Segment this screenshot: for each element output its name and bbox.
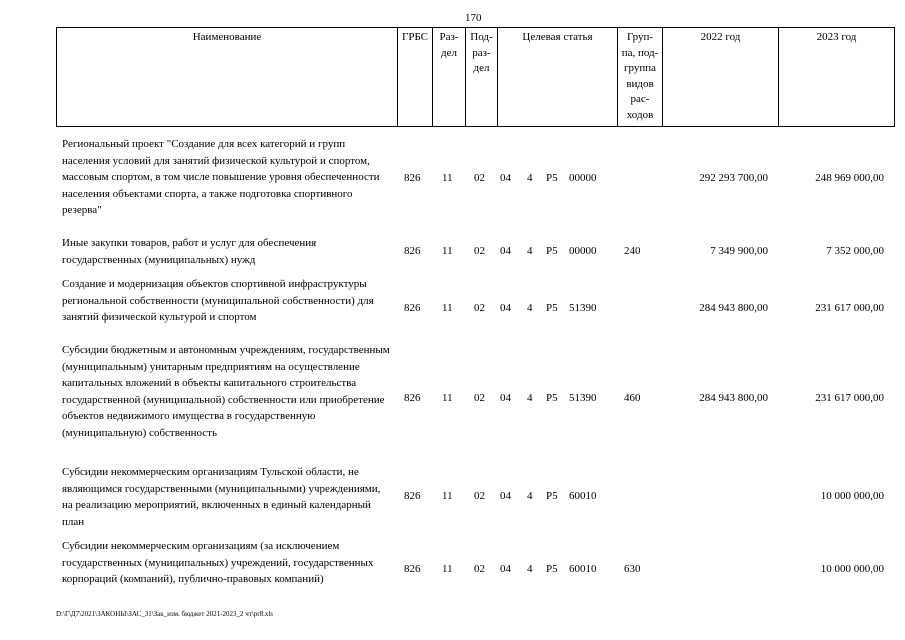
row-name: Региональный проект "Создание для всех категорий и групп населения условий для занятий физической культурой и спортом, массовым спортом, в том числе повышение уровня обеспеченности населения объектами спорта, а также подготовка спортивного резерва" <box>62 138 380 216</box>
row-target-2: 4 <box>527 490 533 502</box>
header-grbs: ГРБС <box>397 28 432 126</box>
row-podrazdel: 02 <box>474 172 485 184</box>
row-target-1: 04 <box>500 245 511 257</box>
row-target-2: 4 <box>527 245 533 257</box>
row-target-1: 04 <box>500 563 511 575</box>
table-row <box>56 342 895 460</box>
row-2023: 10 000 000,00 <box>820 563 884 575</box>
row-grbs: 826 <box>404 392 421 404</box>
row-target-3: P5 <box>546 563 558 575</box>
row-target-2: 4 <box>527 392 533 404</box>
row-grbs: 826 <box>404 245 421 257</box>
header-podrazdel-line: раз- <box>472 46 491 59</box>
row-grbs: 826 <box>404 172 421 184</box>
row-2022: 284 943 800,00 <box>699 392 768 404</box>
row-target-2: 4 <box>527 563 533 575</box>
row-podrazdel: 02 <box>474 302 485 314</box>
file-path-footer: D:\Г\Д7\2021\ЗАКОНЫ\ЗАС_31\Зак_изм. бюджет 2021-2023_2 чт\pr8.xls <box>56 610 274 618</box>
header-podrazdel-line: дел <box>473 62 490 74</box>
header-razdel <box>432 28 465 126</box>
header-podrazdel-line: Под- <box>470 31 493 43</box>
table-row <box>56 276 895 344</box>
row-2023: 231 617 000,00 <box>815 302 884 314</box>
header-razdel-line: Раз- <box>439 31 459 43</box>
row-2023: 248 969 000,00 <box>815 172 884 184</box>
row-grbs: 826 <box>404 563 421 575</box>
row-razdel: 11 <box>442 392 453 404</box>
row-2022: 292 293 700,00 <box>699 172 768 184</box>
row-razdel: 11 <box>442 563 453 575</box>
row-podrazdel: 02 <box>474 245 485 257</box>
row-group: 630 <box>624 563 641 575</box>
row-target-1: 04 <box>500 392 511 404</box>
row-2023: 231 617 000,00 <box>815 392 884 404</box>
row-name: Создание и модернизация объектов спортивной инфраструктуры региональной собственности (муниципальной собственности) для занятий физической культурой и спортом <box>62 278 374 323</box>
header-group-line: видов <box>626 77 654 90</box>
row-target-4: 60010 <box>569 563 597 575</box>
table-row <box>56 136 895 221</box>
table-header <box>56 27 895 127</box>
row-target-2: 4 <box>527 172 533 184</box>
header-target: Целевая статья <box>497 28 617 126</box>
header-razdel-line: дел <box>441 46 457 59</box>
row-group: 240 <box>624 245 641 257</box>
header-group-line: па, под- <box>621 46 659 59</box>
page-number: 170 <box>465 12 482 24</box>
row-target-1: 04 <box>500 490 511 502</box>
row-grbs: 826 <box>404 302 421 314</box>
row-target-2: 4 <box>527 302 533 314</box>
table-row <box>56 235 895 269</box>
row-target-4: 00000 <box>569 172 597 184</box>
row-name: Иные закупки товаров, работ и услуг для обеспечения государственных (муниципальных) нужд <box>62 237 317 266</box>
header-name: Наименование <box>192 31 262 43</box>
header-podrazdel <box>465 28 497 126</box>
row-name: Субсидии бюджетным и автономным учреждениям, государственным (муниципальным) унитарным предприятиям на осуществление капитальных вложений в объекты капитального строительства государственной (муниципальной) собственности или приобретение объектов недвижимого имущества в государственную (муниципальную) собственность <box>62 344 390 439</box>
row-target-4: 00000 <box>569 245 597 257</box>
header-group-line: рас- <box>630 93 650 105</box>
row-group: 460 <box>624 392 641 404</box>
row-grbs: 826 <box>404 490 421 502</box>
row-target-4: 51390 <box>569 302 597 314</box>
row-podrazdel: 02 <box>474 392 485 404</box>
row-target-4: 60010 <box>569 490 597 502</box>
row-razdel: 11 <box>442 245 453 257</box>
row-target-4: 51390 <box>569 392 597 404</box>
row-target-1: 04 <box>500 172 511 184</box>
row-2023: 7 352 000,00 <box>826 245 884 257</box>
row-target-3: P5 <box>546 302 558 314</box>
row-name: Субсидии некоммерческим организациям (за исключением государственных (муниципальных) учреждений, государственных корпораций (компаний), публично-правовых компаний) <box>62 540 374 585</box>
header-2023: 2023 год <box>778 28 894 126</box>
row-razdel: 11 <box>442 302 453 314</box>
table-row <box>56 538 895 606</box>
row-razdel: 11 <box>442 172 453 184</box>
row-podrazdel: 02 <box>474 563 485 575</box>
row-target-3: P5 <box>546 172 558 184</box>
row-target-3: P5 <box>546 490 558 502</box>
row-target-3: P5 <box>546 392 558 404</box>
row-razdel: 11 <box>442 490 453 502</box>
row-podrazdel: 02 <box>474 490 485 502</box>
row-target-3: P5 <box>546 245 558 257</box>
header-group-line: Груп- <box>626 31 654 43</box>
row-2023: 10 000 000,00 <box>820 490 884 502</box>
header-2022: 2022 год <box>662 28 778 126</box>
row-target-1: 04 <box>500 302 511 314</box>
row-2022: 7 349 900,00 <box>710 245 768 257</box>
row-2022: 284 943 800,00 <box>699 302 768 314</box>
header-group-line: группа <box>623 62 657 74</box>
table-row <box>56 464 895 532</box>
header-group <box>617 28 662 126</box>
row-name: Субсидии некоммерческим организациям Тульской области, не являющимся государственными (муниципальными) учреждениями, на реализацию мероприятий, включенных в единый календарный план <box>62 466 381 528</box>
header-group-line: ходов <box>626 108 654 121</box>
